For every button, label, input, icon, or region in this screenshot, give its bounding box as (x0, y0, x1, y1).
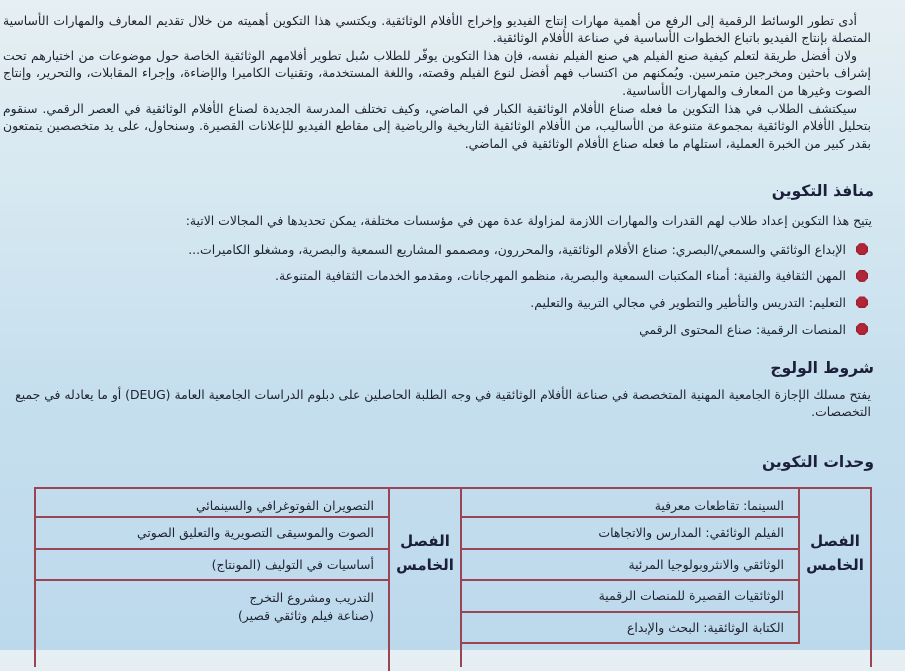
admission-text: يفتح مسلك الإجازة الجامعية المهنية المتخصصة في صناعة الأفلام الوثائقية في وجه الطلبة الحاصلين على دبلوم الدراسات الجامعية العامة (DEUG) أو ما يعادله في جميع التخصصات. (15, 387, 871, 420)
outlets-list-item (188, 263, 868, 290)
units-table (34, 487, 872, 667)
outlets-item-text: الإبداع الوثائقي والسمعي/البصري: صناع الأفلام الوثائقية، والمحررون، ومصممو المشاريع السمعية والبصرية، ومشغلو الكاميرات... (188, 241, 846, 257)
course-name: السينما: تقاطعات معرفية (654, 498, 784, 513)
semester-block (34, 487, 462, 667)
course-row (36, 518, 388, 550)
course-name: أساسيات في التوليف (المونتاج) (211, 556, 374, 572)
outlets-list (188, 236, 868, 342)
units-heading: وحدات التكوين (761, 453, 874, 471)
bullet-icon (856, 296, 868, 308)
course-row (36, 581, 388, 671)
intro-paragraph-1 (3, 12, 871, 47)
course-list (36, 489, 390, 671)
course-row (462, 518, 798, 550)
course-row (462, 489, 798, 518)
bullet-icon (856, 323, 868, 335)
intro-paragraph-1-text: أدى تطور الوسائط الرقمية إلى الرفع من أهمية مهارات إنتاج الفيديو وإخراج الأفلام الوثائقية. ويكتسي هذا التكوين أهميته من خلال تقديم المعارف والمهارات الأساسية المتصلة بإنتاج الفيديو باتباع الخطوات الأساسية في صناعة الأفلام الوثائقية. (3, 13, 871, 46)
course-name: الوثائقي والانثروبولوجيا المرئية (628, 556, 784, 572)
semester-label-line1: الفصل (810, 532, 860, 550)
course-list (462, 489, 800, 644)
outlets-heading: منافذ التكوين (771, 182, 874, 200)
course-name: التدريب ومشروع التخرج (249, 590, 374, 605)
admission-heading: شروط الولوج (770, 359, 874, 377)
outlets-item-text: المهن الثقافية والفنية: أمناء المكتبات السمعية والبصرية، منظمو المهرجانات، ومقدمو الخدمات الثقافية المتنوعة. (275, 268, 846, 284)
course-name: الوثائقيات القصيرة للمنصات الرقمية (598, 588, 784, 604)
outlets-list-item (188, 316, 868, 343)
outlets-item-text: التعليم: التدريس والتأطير والتطوير في مجالي التربية والتعليم. (530, 294, 846, 310)
semester-label (800, 489, 870, 667)
course-row (36, 550, 388, 582)
course-row (462, 550, 798, 582)
course-name: الصوت والموسيقى التصويرية والتعليق الصوتي (137, 525, 374, 541)
course-name-subtitle: (صناعة فيلم وثائقي قصير) (237, 608, 374, 623)
semester-label (390, 489, 460, 667)
intro-paragraph-3 (3, 100, 871, 152)
intro-paragraph-3-text: سيكتشف الطلاب في هذا التكوين ما فعله صناع الأفلام الوثائقية الكبار في الماضي، وكيف تختلف المدرسة الجديدة لصناع الأفلام الوثائقية في العصر الرقمي. سنقوم بتحليل الأفلام الوثائقية بمجموعة متنوعة من الأساليب، من الأفلام الوثائقية التاريخية والرياضية إلى مقاطع الفيديو للإعلانات القصيرة. وسنحاول، على يد متخصصين يتمتعون بقدر كبير من الخبرة العملية، استلهام ما فعله صناع الأفلام الوثائقية في الماضي. (3, 101, 871, 151)
semester-label-line1: الفصل (400, 532, 450, 550)
intro-paragraph-2-text: ولان أفضل طريقة لتعلم كيفية صنع الفيلم هي صنع الفيلم نفسه، فإن هذا التكوين يوفّر للطلاب سُبل تطوير أفلامهم الوثائقية الخاصة حول موضوعات من اختيارهم تحت إشراف باحثين ومخرجين متمرسين. ويُمكنهم من اكتساب فهم أفضل لنوع الفيلم وقصته، واللغة المستخدمة، وتقنيات الكاميرا والإضاءة، وإجراء المقابلات، والتحرير، وإنتاج الصوت وغيرها من المعارف والمهارات الأساسية. (3, 48, 871, 98)
semester-label-line2: الخامس (806, 556, 864, 574)
outlets-list-item (188, 289, 868, 316)
semester-label-line2: الخامس (396, 556, 454, 574)
outlets-list-item (188, 236, 868, 263)
bullet-icon (856, 270, 868, 282)
course-row (462, 581, 798, 613)
intro-paragraph-2 (3, 47, 871, 99)
course-row (36, 489, 388, 518)
outlets-intro: يتيح هذا التكوين إعداد طلاب لهم القدرات والمهارات اللازمة لمزاولة عدة مهن في مؤسسات مختلفة، يمكن تحديدها في المجالات الاتية: (185, 213, 872, 228)
course-name: الكتابة الوثائقية: البحث والإبداع (626, 619, 784, 635)
semester-block (460, 487, 872, 667)
outlets-item-text: المنصات الرقمية: صناع المحتوى الرقمي (639, 321, 846, 337)
course-row (462, 613, 798, 645)
bullet-icon (856, 243, 868, 255)
course-name: الفيلم الوثائقي: المدارس والاتجاهات (598, 525, 784, 541)
course-name: التصويران الفوتوغرافي والسينمائي (195, 498, 374, 513)
